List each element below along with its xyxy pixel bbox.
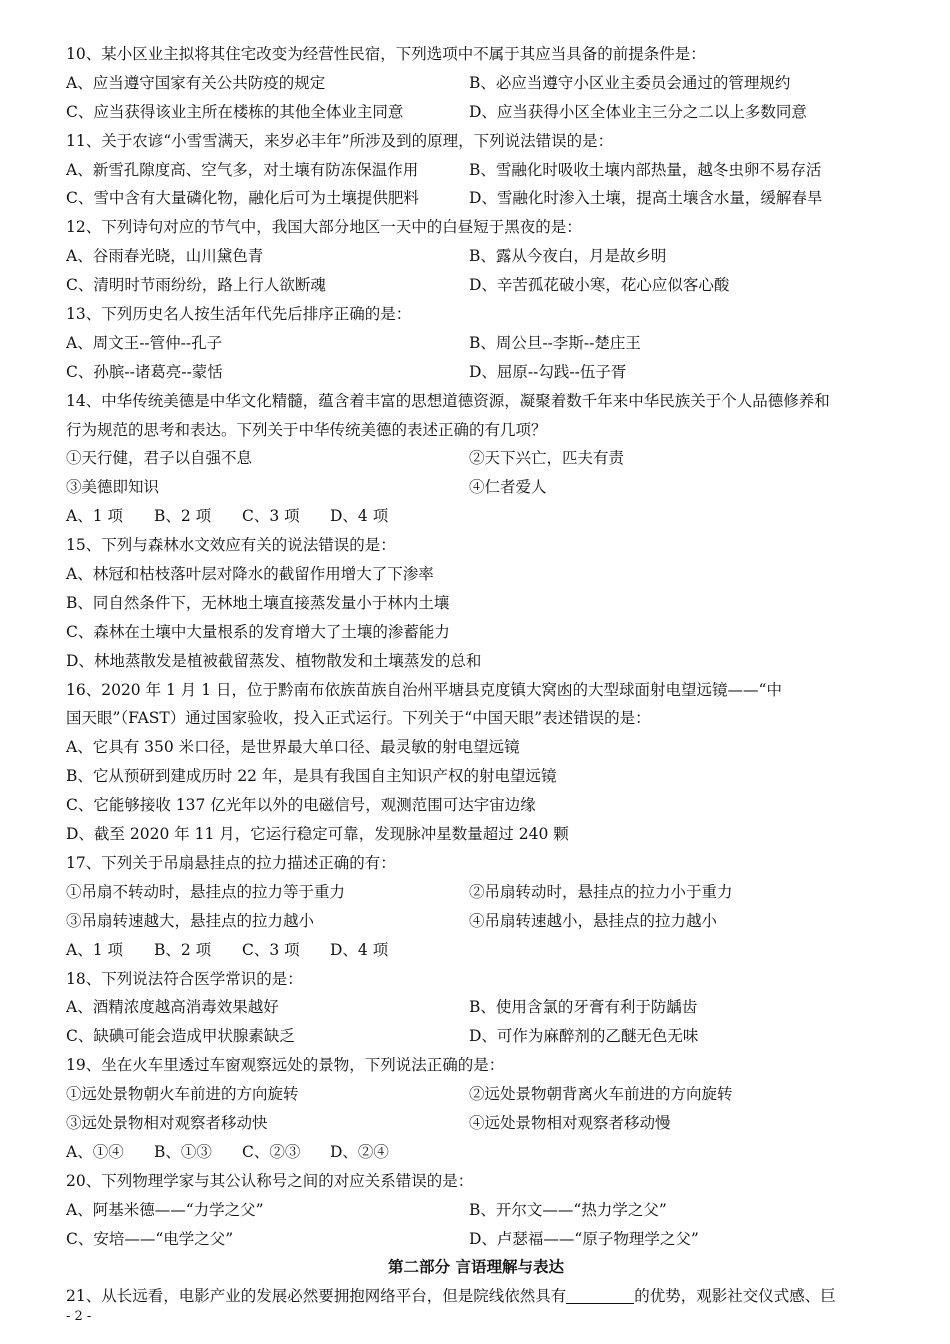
- exam-page: [66, 40, 886, 1311]
- choice-a: A、1 项: [66, 507, 123, 526]
- choice-b: B、2 项: [154, 507, 212, 526]
- option-a: A、周文王--管仲--孔子: [66, 333, 223, 352]
- statement-2: ②吊扇转动时，悬挂点的拉力小于重力: [469, 882, 733, 901]
- option-b: B、它从预研到建成历时 22 年，是具有我国自主知识产权的射电望远镜: [66, 767, 557, 786]
- question-stem: [66, 1282, 886, 1311]
- statement-1: ①远处景物朝火车前进的方向旋转: [66, 1085, 299, 1104]
- option-c: C、清明时节雨纷纷，路上行人欲断魂: [66, 276, 326, 295]
- choice-a: A、①④: [66, 1142, 124, 1161]
- option-b: B、雪融化时吸收土壤内部热量，越冬虫卵不易存活: [469, 160, 822, 179]
- question-stem-line: 16、2020 年 1 月 1 日，位于黔南布依族苗族自治州平塘县克度镇大窝凼的大型球面射电望远镜——“中: [66, 680, 782, 699]
- option-d: D、截至 2020 年 11 月，它运行稳定可靠，发现脉冲星数量超过 240 颗: [66, 825, 569, 844]
- option-c: C、雪中含有大量磷化物，融化后可为土壤提供肥料: [66, 189, 419, 208]
- option-c: C、安培——“电学之父”: [66, 1229, 234, 1248]
- option-b: B、使用含氯的牙膏有利于防龋齿: [469, 998, 698, 1017]
- choice-d: D、4 项: [330, 940, 389, 959]
- option-c: C、缺碘可能会造成甲状腺素缺乏: [66, 1027, 295, 1046]
- statement-4: ④远处景物相对观察者移动慢: [469, 1113, 671, 1132]
- question-stem-line: 14、中华传统美德是中华文化精髓，蕴含着丰富的思想道德资源，凝聚着数千年来中华民族关于个人品德修养和: [66, 391, 830, 410]
- question-stem-after-blank: 的优势，观影社交仪式感、巨: [634, 1287, 836, 1306]
- question-stem: 12、下列诗句对应的节气中，我国大部分地区一天中的白昼短于黑夜的是：: [66, 218, 582, 237]
- option-b: B、露从今夜白，月是故乡明: [469, 247, 667, 266]
- option-b: B、开尔文——“热力学之父”: [469, 1200, 667, 1219]
- choice-b: B、①③: [154, 1142, 212, 1161]
- option-d: D、辛苦孤花破小寒，花心应似客心酸: [469, 276, 730, 295]
- option-c: C、孙膑--诸葛亮--蒙恬: [66, 362, 223, 381]
- page-number: - 2 -: [66, 1309, 92, 1324]
- statement-3: ③吊扇转速越大，悬挂点的拉力越小: [66, 911, 315, 930]
- question-stem-line: 行为规范的思考和表达。下列关于中华传统美德的表述正确的有几项？: [66, 420, 547, 439]
- option-b: B、周公旦--李斯--楚庄王: [469, 333, 641, 352]
- option-d: D、可作为麻醉剂的乙醚无色无味: [469, 1027, 699, 1046]
- question-stem: 13、下列历史名人按生活年代先后排序正确的是：: [66, 305, 412, 324]
- option-d: D、应当获得小区全体业主三分之二以上多数同意: [469, 102, 807, 121]
- choice-b: B、2 项: [154, 940, 212, 959]
- option-c: C、森林在土壤中大量根系的发育增大了土壤的渗蓄能力: [66, 622, 450, 641]
- option-d: D、雪融化时渗入土壤，提高土壤含水量，缓解春旱: [469, 189, 823, 208]
- option-c: C、它能够接收 137 亿光年以外的电磁信号，观测范围可达宇宙边缘: [66, 796, 536, 815]
- option-a: A、应当遵守国家有关公共防疫的规定: [66, 73, 326, 92]
- choice-c: C、3 项: [242, 940, 300, 959]
- option-a: A、谷雨春光晓，山川黛色青: [66, 247, 264, 266]
- choice-d: D、4 项: [330, 507, 389, 526]
- option-a: A、林冠和枯枝落叶层对降水的截留作用增大了下渗率: [66, 565, 434, 584]
- option-c: C、应当获得该业主所在楼栋的其他全体业主同意: [66, 102, 404, 121]
- question-stem-line: 国天眼”（FAST）通过国家验收，投入正式运行。下列关于“中国天眼”表述错误的是：: [66, 709, 651, 728]
- question-stem: 20、下列物理学家与其公认称号之间的对应关系错误的是：: [66, 1171, 474, 1190]
- statement-3: ③美德即知识: [66, 478, 160, 497]
- choice-c: C、3 项: [242, 507, 300, 526]
- option-a: A、酒精浓度越高消毒效果越好: [66, 998, 279, 1017]
- option-d: D、屈原--勾践--伍子胥: [469, 362, 627, 381]
- statement-3: ③远处景物相对观察者移动快: [66, 1113, 268, 1132]
- question-stem: 17、下列关于吊扇悬挂点的拉力描述正确的有：: [66, 853, 396, 872]
- question-stem-before-blank: 21、从长远看，电影产业的发展必然要拥抱网络平台，但是院线依然具有: [66, 1287, 567, 1306]
- statement-1: ①吊扇不转动时，悬挂点的拉力等于重力: [66, 882, 346, 901]
- statement-2: ②远处景物朝背离火车前进的方向旋转: [469, 1085, 733, 1104]
- option-a: A、它具有 350 米口径，是世界最大单口径、最灵敏的射电望远镜: [66, 738, 520, 757]
- statement-4: ④吊扇转速越小，悬挂点的拉力越小: [469, 911, 718, 930]
- option-b: B、必应当遵守小区业主委员会通过的管理规约: [469, 73, 791, 92]
- option-a: A、阿基米德——“力学之父”: [66, 1200, 264, 1219]
- question-stem: 18、下列说法符合医学常识的是：: [66, 969, 303, 988]
- fill-in-blank: [566, 1285, 634, 1304]
- question-stem: 11、关于农谚“小雪雪满天，来岁必丰年”所涉及到的原理，下列说法错误的是：: [66, 131, 614, 150]
- option-d: D、卢瑟福——“原子物理学之父”: [469, 1229, 699, 1248]
- statement-1: ①天行健，君子以自强不息: [66, 449, 253, 468]
- choice-d: D、②④: [330, 1142, 389, 1161]
- option-d: D、林地蒸散发是植被截留蒸发、植物散发和土壤蒸发的总和: [66, 651, 482, 670]
- statement-4: ④仁者爱人: [469, 478, 547, 497]
- choice-a: A、1 项: [66, 940, 123, 959]
- section-title: 第二部分 言语理解与表达: [388, 1258, 564, 1277]
- statement-2: ②天下兴亡，匹夫有责: [469, 449, 625, 468]
- question-stem: 19、坐在火车里透过车窗观察远处的景物，下列说法正确的是：: [66, 1056, 505, 1075]
- choice-c: C、②③: [242, 1142, 301, 1161]
- question-stem: 15、下列与森林水文效应有关的说法错误的是：: [66, 536, 396, 555]
- option-a: A、新雪孔隙度高、空气多，对土壤有防冻保温作用: [66, 160, 419, 179]
- option-b: B、同自然条件下，无林地土壤直接蒸发量小于林内土壤: [66, 593, 450, 612]
- question-stem: 10、某小区业主拟将其住宅改变为经营性民宿，下列选项中不属于其应当具备的前提条件是：: [66, 45, 706, 63]
